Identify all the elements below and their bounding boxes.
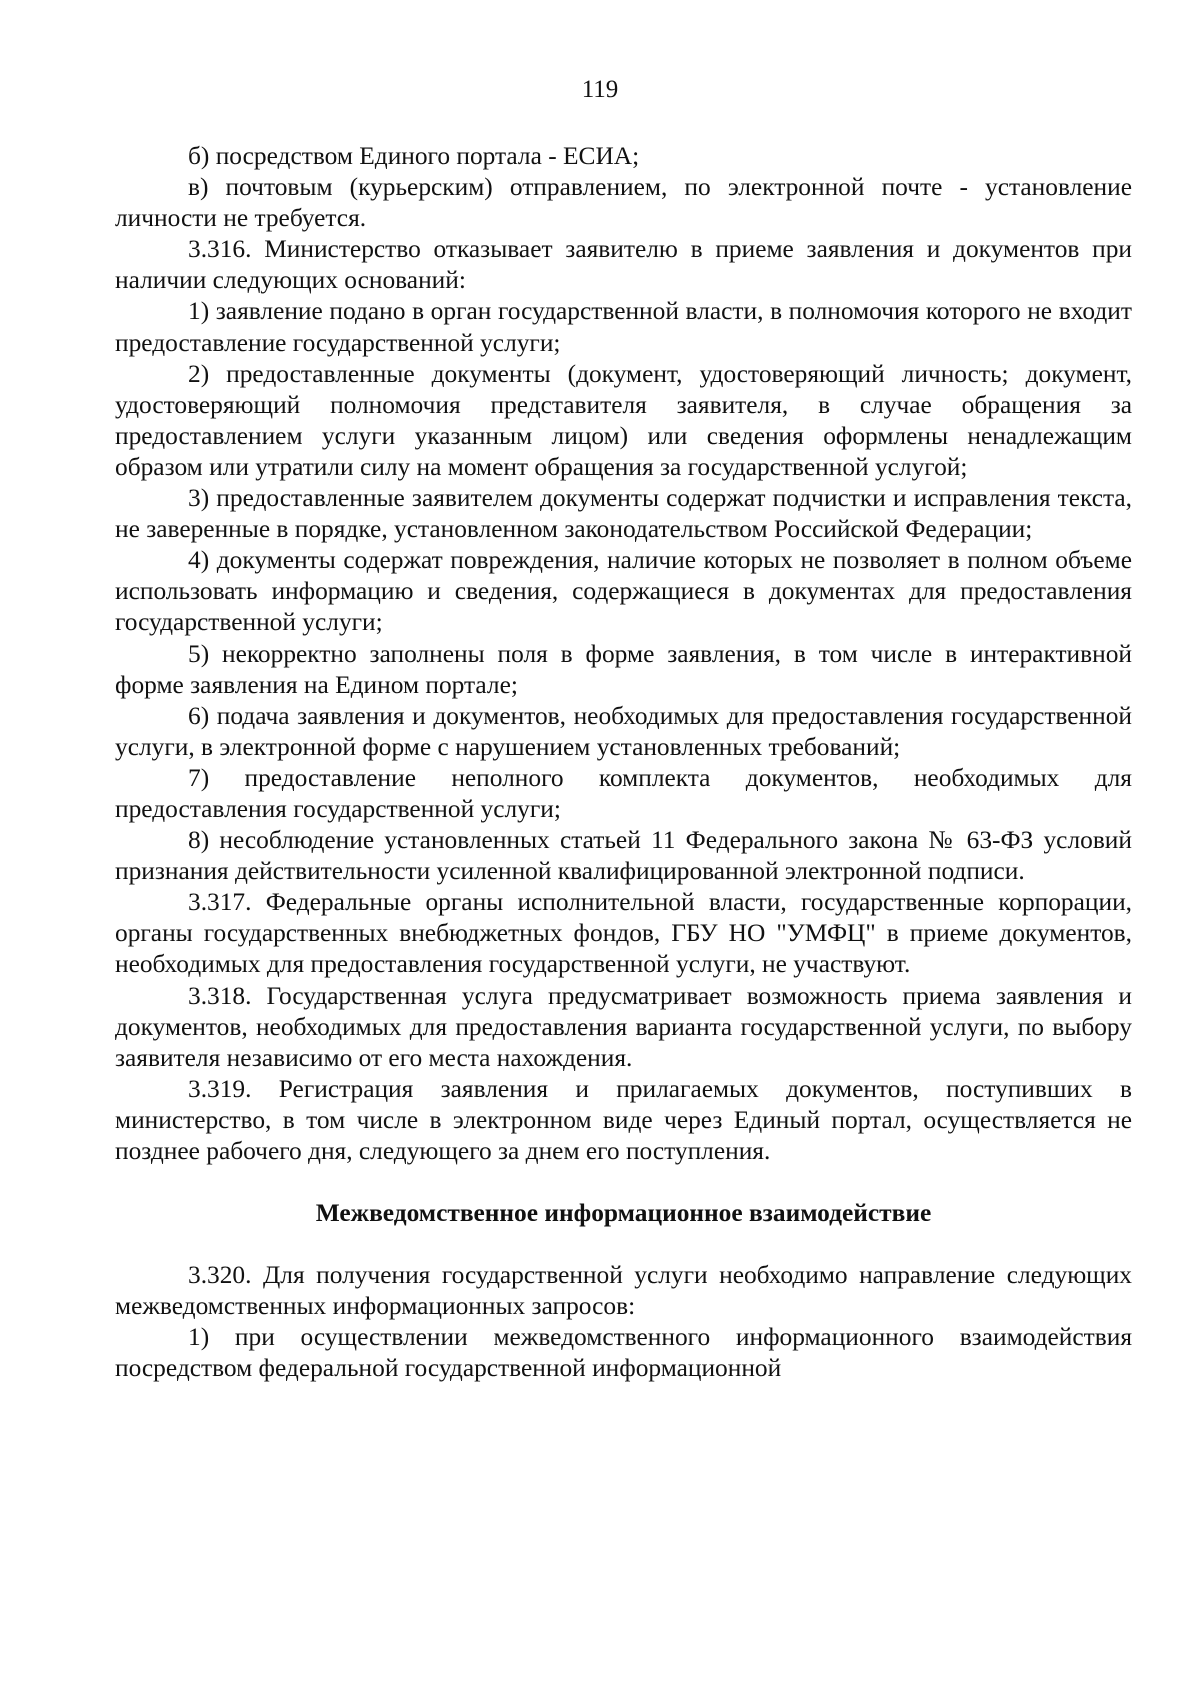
list-item-1: 1) заявление подано в орган государственной власти, в полномочия которого не входит предоставление государственной услуги;: [115, 297, 1132, 357]
list-item-5: 5) некорректно заполнены поля в форме заявления, в том числе в интерактивной форме заявления на Едином портале;: [115, 639, 1132, 699]
list-item-6: 6) подача заявления и документов, необходимых для предоставления государственной услуги, в электронной форме с нарушением установленных требований;: [115, 701, 1132, 761]
document-body: [115, 141, 1132, 1385]
paragraph-v-postal: в) почтовым (курьерским) отправлением, по электронной почте - установление личности не требуется.: [115, 173, 1132, 233]
paragraph-3-317: 3.317. Федеральные органы исполнительной власти, государственные корпорации, органы государственных внебюджетных фондов, ГБУ НО "УМФЦ" в приеме документов, необходимых для предоставления государственной услуги, не участвуют.: [115, 888, 1132, 979]
list-item-7: 7) предоставление неполного комплекта документов, необходимых для предоставления государственной услуги;: [115, 763, 1132, 823]
list-item-1-interagency: 1) при осуществлении межведомственного информационного взаимодействия посредством федеральной государственной информационной: [115, 1323, 1132, 1383]
section-heading: Межведомственное информационное взаимодействие: [315, 1199, 932, 1228]
page-number: 119: [581, 76, 619, 103]
paragraph-3-319: 3.319. Регистрация заявления и прилагаемых документов, поступивших в министерство, в том числе в электронном виде через Единый портал, осуществляется не позднее рабочего дня, следующего за днем его поступления.: [115, 1074, 1132, 1165]
paragraph-3-320: 3.320. Для получения государственной услуги необходимо направление следующих межведомственных информационных запросов:: [115, 1261, 1132, 1321]
paragraph-3-318: 3.318. Государственная услуга предусматривает возможность приема заявления и документов, необходимых для предоставления варианта государственной услуги, по выбору заявителя независимо от его места нахождения.: [115, 981, 1132, 1072]
list-item-2: 2) предоставленные документы (документ, удостоверяющий личность; документ, удостоверяющий полномочия представителя заявителя, в случае обращения за предоставлением услуги указанным лицом) или сведения оформлены ненадлежащим образом или утратили силу на момент обращения за государственной услугой;: [115, 359, 1132, 481]
paragraph-b-esia: б) посредством Единого портала - ЕСИА;: [188, 142, 640, 170]
list-item-4: 4) документы содержат повреждения, наличие которых не позволяет в полном объеме использовать информацию и сведения, содержащиеся в документах для предоставления государственной услуги;: [115, 546, 1132, 637]
list-item-3: 3) предоставленные заявителем документы содержат подчистки и исправления текста, не заверенные в порядке, установленном законодательством Российской Федерации;: [115, 484, 1132, 544]
list-item-8: 8) несоблюдение установленных статьей 11 Федерального закона № 63-ФЗ условий признания действительности усиленной квалифицированной электронной подписи.: [115, 826, 1132, 886]
paragraph-3-316: 3.316. Министерство отказывает заявителю в приеме заявления и документов при наличии следующих оснований:: [115, 235, 1132, 295]
